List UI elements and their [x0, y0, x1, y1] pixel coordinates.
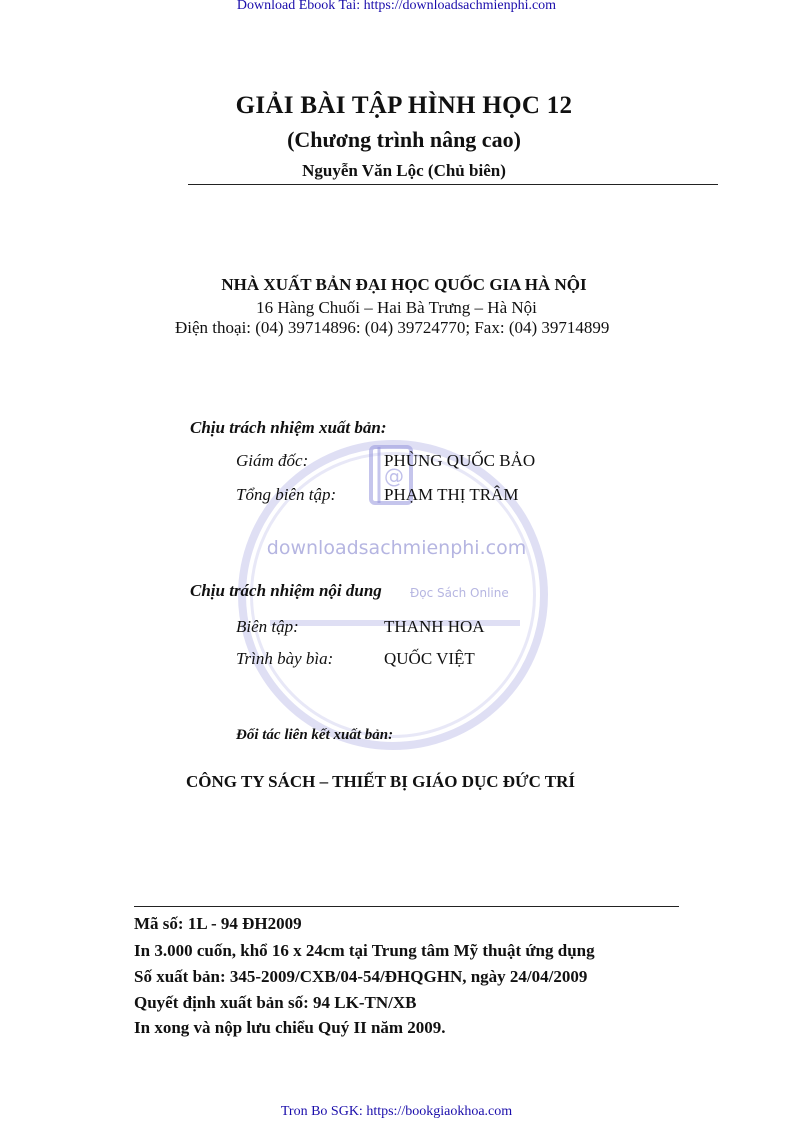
title-divider	[188, 184, 718, 185]
editor-name: THANH HOA	[384, 617, 485, 636]
director-name: PHÙNG QUỐC BẢO	[384, 451, 536, 470]
publisher-address: 16 Hàng Chuối – Hai Bà Trưng – Hà Nội	[256, 298, 537, 317]
book-author: Nguyễn Văn Lộc (Chủ biên)	[302, 161, 506, 180]
cover-design-name: QUỐC VIỆT	[384, 649, 475, 668]
book-subtitle: (Chương trình nâng cao)	[287, 127, 521, 152]
partner-label: Đối tác liên kết xuất bản:	[236, 727, 394, 743]
content-responsibility-heading: Chịu trách nhiệm nội dung	[190, 581, 382, 600]
colophon-line: In xong và nộp lưu chiểu Quý II năm 2009.	[134, 1018, 446, 1037]
director-label: Giám đốc:	[236, 451, 309, 470]
publisher-phone: Điện thoại: (04) 39714896: (04) 39724770; Fax: (04) 39714899	[175, 318, 610, 337]
editor-label: Biên tập:	[236, 617, 299, 636]
colophon-line: In 3.000 cuốn, khổ 16 x 24cm tại Trung tâm Mỹ thuật ứng dụng	[134, 941, 595, 960]
watermark-tagline: Đọc Sách Online	[410, 586, 509, 600]
sgk-link[interactable]: Tron Bo SGK: https://bookgiaokhoa.com	[280, 1104, 513, 1119]
colophon-line: Quyết định xuất bản số: 94 LK-TN/XB	[134, 993, 417, 1012]
colophon-line: Số xuất bản: 345-2009/CXB/04-54/ĐHQGHN, ngày 24/04/2009	[134, 967, 588, 986]
editor-in-chief-label: Tổng biên tập:	[236, 485, 337, 504]
svg-text:@: @	[384, 464, 404, 488]
book-title: GIẢI BÀI TẬP HÌNH HỌC 12	[235, 92, 573, 119]
editor-in-chief-name: PHẠM THỊ TRÂM	[384, 485, 519, 504]
watermark-site: downloadsachmienphi.com	[266, 537, 527, 559]
partner-name: CÔNG TY SÁCH – THIẾT BỊ GIÁO DỤC ĐỨC TRÍ	[186, 772, 576, 791]
publisher-name: NHÀ XUẤT BẢN ĐẠI HỌC QUỐC GIA HÀ NỘI	[221, 275, 587, 294]
publishing-responsibility-heading: Chịu trách nhiệm xuất bản:	[190, 418, 387, 437]
cover-design-label: Trình bày bìa:	[236, 649, 334, 668]
colophon-line: Mã số: 1L - 94 ĐH2009	[134, 914, 302, 933]
download-link[interactable]: Download Ebook Tai: https://downloadsachmienphi.com	[236, 0, 557, 13]
colophon-divider	[134, 906, 679, 907]
